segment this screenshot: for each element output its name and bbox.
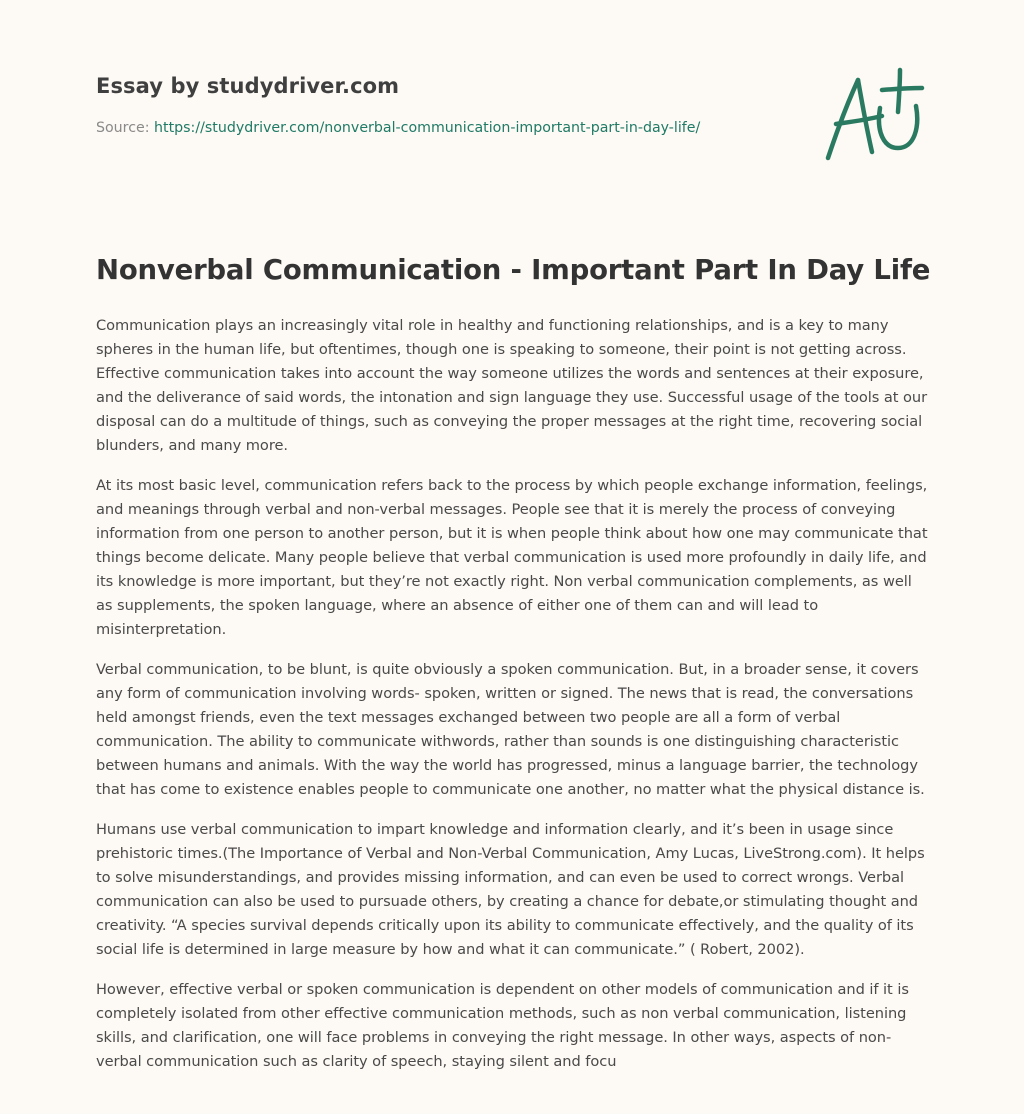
source-label: Source: xyxy=(96,120,150,136)
brand-title: Essay by studydriver.com xyxy=(96,74,400,98)
source-link[interactable]: https://studydriver.com/nonverbal-communication-important-part-in-day-life/ xyxy=(154,120,701,136)
essay-body xyxy=(96,314,932,1090)
a-plus-icon xyxy=(820,62,930,166)
source-line xyxy=(96,120,796,136)
essay-paragraph: At its most basic level, communication refers back to the process by which people exchange information, feelings, and meanings through verbal and non-verbal messages. People see that it is merely the process of conveying information from one person to another person, but it is when people think about how one may communicate that things become delicate. Many people believe that verbal communication is used more profoundly in daily life, and its knowledge is more important, but they’re not exactly right. Non verbal communication complements, as well as supplements, the spoken language, where an absence of either one of them can and will lead to misinterpretation. xyxy=(96,477,928,638)
essay-title: Nonverbal Communication - Important Part In Day Life xyxy=(96,254,931,286)
essay-paragraph: Humans use verbal communication to impart knowledge and information clearly, and it’s been in usage since prehistoric times.(The Importance of Verbal and Non-Verbal Communication, Amy Lucas, LiveStrong.com). It helps to solve misunderstandings, and provides missing information, and can even be used to correct wrongs. Verbal communication can also be used to pursuade others, by creating a chance for debate,or stimulating thought and creativity. “A species survival depends critically upon its ability to communicate effectively, and the quality of its social life is determined in large measure by how and what it can communicate.” ( Robert, 2002). xyxy=(96,821,925,958)
essay-header xyxy=(96,74,796,136)
essay-paragraph: Communication plays an increasingly vital role in healthy and functioning relationships, and is a key to many spheres in the human life, but oftentimes, though one is speaking to someone, their point is not getting across. Effective communication takes into account the way someone utilizes the words and sentences at their exposure, and the deliverance of said words, the intonation and sign language they use. Successful usage of the tools at our disposal can do a multitude of things, such as conveying the proper messages at the right time, recovering social blunders, and many more. xyxy=(96,317,928,454)
essay-paragraph: Verbal communication, to be blunt, is quite obviously a spoken communication. But, in a broader sense, it covers any form of communication involving words- spoken, written or signed. The news that is read, the conversations held amongst friends, even the text messages exchanged between two people are all a form of verbal communication. The ability to communicate withwords, rather than sounds is one distinguishing characteristic between humans and animals. With the way the world has progressed, minus a language barrier, the technology that has come to existence enables people to communicate one another, no matter what the physical distance is. xyxy=(96,661,925,798)
essay-paragraph: However, effective verbal or spoken communication is dependent on other models of communication and if it is completely isolated from other effective communication methods, such as non verbal communication, listening skills, and clarification, one will face problems in conveying the right message. In other ways, aspects of non-verbal communication such as clarity of speech, staying silent and focu xyxy=(96,981,909,1070)
